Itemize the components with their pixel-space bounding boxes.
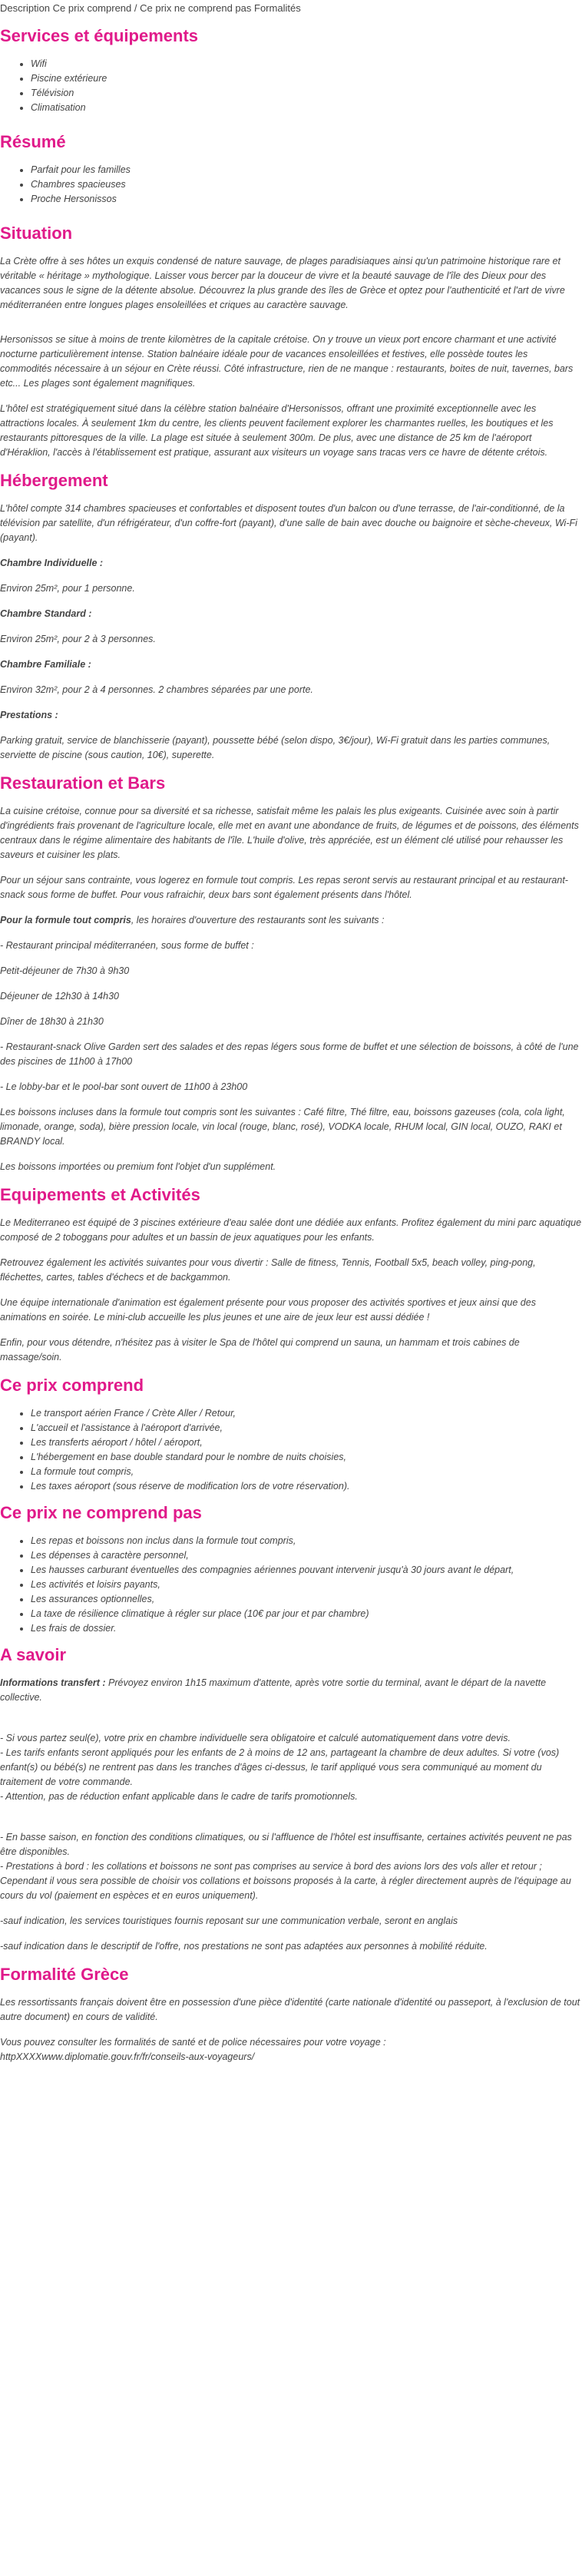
list-item: • L'accueil et l'assistance à l'aéroport d'arrivée, xyxy=(31,1421,582,1435)
list-item: • Les dépenses à caractère personnel, xyxy=(31,1548,582,1563)
restauration-line: Petit-déjeuner de 7h30 à 9h30 xyxy=(0,965,130,976)
prestations-label: Prestations : xyxy=(0,710,58,720)
restauration-line: Dîner de 18h30 à 21h30 xyxy=(0,1016,104,1027)
restauration-hours-intro xyxy=(0,913,582,928)
hebergement-title: Hébergement xyxy=(0,471,108,490)
list-item: • Les taxes aéroport (sous réserve de modification lors de votre réservation). xyxy=(31,1479,582,1494)
resume-title: Résumé xyxy=(0,132,66,151)
room-type-text: Environ 32m², pour 2 à 4 personnes. 2 chambres séparées par une porte. xyxy=(0,684,313,695)
formalite-title: Formalité Grèce xyxy=(0,1965,129,1984)
list-item: • Climatisation xyxy=(31,101,582,115)
restauration-paragraph: Pour un séjour sans contrainte, vous logerez en formule tout compris. Les repas seront servis au restaurant principal et au restaurant-snack sous forme de buffet. Pour vous rafraichir, deux bars sont également présents dans l'hôtel. xyxy=(0,875,568,900)
formalite-text: Vous pouvez consulter les formalités de santé et de police nécessaires pour votre voyage : xyxy=(0,2037,386,2048)
list-item: • Wifi xyxy=(31,57,582,71)
equipements-paragraph: Le Mediterraneo est équipé de 3 piscines extérieure d'eau salée dont une dédiée aux enfants. Profitez également du mini parc aquatique composé de 2 toboggans pour adultes et un bassin de jeux aquatiques pour les enfants. xyxy=(0,1217,582,1243)
ne-comprend-title: Ce prix ne comprend pas xyxy=(0,1503,202,1522)
room-type-label: Chambre Familiale : xyxy=(0,659,91,670)
list-item: • L'hébergement en base double standard pour le nombre de nuits choisies, xyxy=(31,1450,582,1465)
tab-separator: / xyxy=(134,2,137,14)
situation-paragraph: La Crète offre à ses hôtes un exquis condensé de nature sauvage, de plages paradisiaques ainsi qu'un patrimoine historique rare et véritable « héritage » mythologique. Laisser vous bercer par la douceur de vivre et la beauté sauvage de l'île des Dieux pour des vacances sous le signe de la détente absolue. Découvrez la plus grande des îles de Grèce et optez pour l'authenticité et l'art de vivre méditerranéen entre longues plages ensoleillées et criques au caractère sauvage. xyxy=(0,256,565,310)
list-item: • Le transport aérien France / Crète Aller / Retour, xyxy=(31,1406,582,1421)
equipements-paragraph: Enfin, pour vous détendre, n'hésitez pas à visiter le Spa de l'hôtel qui comprend un sauna, un hammam et trois cabines de massage/soin. xyxy=(0,1337,520,1362)
tab-bar xyxy=(0,2,582,15)
list-item: • Chambres spacieuses xyxy=(31,177,582,192)
list-item: • Piscine extérieure xyxy=(31,71,582,86)
list-item: • Proche Hersonissos xyxy=(31,192,582,207)
list-item: • La taxe de résilience climatique à régler sur place (10€ par jour et par chambre) xyxy=(31,1607,582,1621)
room-type-text: Environ 25m², pour 1 personne. xyxy=(0,583,135,594)
equipements-paragraph: Retrouvez également les activités suivantes pour vous divertir : Salle de fitness, Tennis, Football 5x5, beach volley, ping-pong, fléchettes, cartes, tables d'échecs et de backgammon. xyxy=(0,1257,536,1283)
formalite-links xyxy=(0,2035,582,2064)
equipements-paragraph: Une équipe internationale d'animation est également présente pour vous proposer des activités sportives et jeux ainsi que des animations en soirée. Le mini-club accueille les plus jeunes et une aire de jeux leur est aussi dédiée ! xyxy=(0,1297,536,1323)
room-type-label: Chambre Standard : xyxy=(0,608,92,619)
tab-ce-prix-comprend[interactable]: Ce prix comprend xyxy=(52,2,132,14)
restauration-line: - Restaurant principal méditerranéen, sous forme de buffet : xyxy=(0,940,254,951)
list-item: • Télévision xyxy=(31,86,582,101)
list-item: • La formule tout compris, xyxy=(31,1465,582,1479)
services-list xyxy=(0,57,582,115)
list-item: • Les repas et boissons non inclus dans la formule tout compris, xyxy=(31,1534,582,1548)
situation-paragraph: L'hôtel est stratégiquement situé dans la célèbre station balnéaire d'Hersonissos, offrant une proximité exceptionnelle avec les attractions locales. À seulement 1km du centre, les clients peuvent facilement explorer les charmantes ruelles, les boutiques et les restaurants pittoresques de la ville. La plage est située à seulement 300m. De plus, avec une distance de 25 km de l'aéroport d'Héraklion, l'accès à l'établissement est pratique, assurant aux visiteurs un voyage sans tracas vers ce havre de détente crétois. xyxy=(0,403,554,458)
list-item: • Les transferts aéroport / hôtel / aéroport, xyxy=(31,1435,582,1450)
prestations-text: Parking gratuit, service de blanchisserie (payant), poussette bébé (selon dispo, 3€/jour), Wi-Fi gratuit dans les parties communes, serviette de piscine (sous caution, 10€), superette. xyxy=(0,735,551,760)
restauration-line: Déjeuner de 12h30 à 14h30 xyxy=(0,991,119,1002)
transfert-label: Informations transfert : xyxy=(0,1677,106,1688)
services-title: Services et équipements xyxy=(0,26,199,45)
savoir-line: - Si vous partez seul(e), votre prix en chambre individuelle sera obligatoire et calculé automatiquement dans votre devis. xyxy=(0,1733,511,1743)
list-item: • Les frais de dossier. xyxy=(31,1621,582,1636)
savoir-line: -sauf indication, les services touristiques fournis reposant sur une communication verbale, seront en anglais xyxy=(0,1915,458,1926)
resume-list xyxy=(0,163,582,207)
restauration-paragraph: Les boissons incluses dans la formule tout compris sont les suivantes : Café filtre, Thé filtre, eau, boissons gazeuses (cola, cola light, limonade, orange, soda), bière pression locale, vin local (rouge, blanc, rosé), VODKA locale, RHUM local, GIN local, OUZO, RAKI et BRANDY local. xyxy=(0,1107,565,1147)
savoir-title: A savoir xyxy=(0,1645,67,1664)
comprend-list xyxy=(0,1406,582,1494)
savoir-line: - Attention, pas de réduction enfant applicable dans le cadre de tarifs promotionnels. xyxy=(0,1791,358,1802)
restauration-line: - Restaurant-snack Olive Garden sert des salades et des repas légers sous forme de buffet et une sélection de boissons, à côté de l'une des piscines de 11h00 à 17h00 xyxy=(0,1041,579,1067)
savoir-block xyxy=(0,1830,582,1903)
restauration-line: - Le lobby-bar et le pool-bar sont ouvert de 11h00 à 23h00 xyxy=(0,1081,248,1092)
diplomatie-link[interactable]: httpXXXXwww.diplomatie.gouv.fr/fr/conseils-aux-voyageurs/ xyxy=(0,2051,255,2062)
situation-title: Situation xyxy=(0,223,73,243)
savoir-line: - Les tarifs enfants seront appliqués pour les enfants de 2 à moins de 12 ans, partageant la chambre de deux adultes. Si votre (vos) enfant(s) ou bébé(s) ne rentrent pas dans les tranches d'âges ci-dessus, le tarif appliqué vous sera communiqué au moment du traitement de votre commande. xyxy=(0,1747,560,1787)
restauration-paragraph: Les boissons importées ou premium font l'objet d'un supplément. xyxy=(0,1161,276,1172)
ne-comprend-list xyxy=(0,1534,582,1636)
list-item: • Les activités et loisirs payants, xyxy=(31,1578,582,1592)
list-item: • Parfait pour les familles xyxy=(31,163,582,177)
formule-text: , les horaires d'ouverture des restaurants sont les suivants : xyxy=(131,915,385,925)
transfert-info xyxy=(0,1676,582,1705)
formalite-paragraph: Les ressortissants français doivent être en possession d'une pièce d'identité (carte nationale d'identité ou passeport, à l'exclusion de tout autre document) en cours de validité. xyxy=(0,1997,580,2022)
savoir-block xyxy=(0,1731,582,1804)
list-item: • Les assurances optionnelles, xyxy=(31,1592,582,1607)
room-type-text: Environ 25m², pour 2 à 3 personnes. xyxy=(0,634,156,644)
savoir-line: - Prestations à bord : les collations et boissons ne sont pas comprises au service à bord des avions lors des vols aller et retour ; Cependant il vous sera possible de choisir vos collations et boissons proposés à la carte, à régler directement auprès de l'équipage au cours du vol (paiement en espèces et en euros uniquement). xyxy=(0,1861,571,1901)
transfert-text: Prévoyez environ 1h15 maximum d'attente, après votre sortie du terminal, avant le départ de la navette collective. xyxy=(0,1677,547,1703)
tab-ce-prix-ne-comprend-pas[interactable]: Ce prix ne comprend pas xyxy=(140,2,252,14)
tab-formalites[interactable]: Formalités xyxy=(254,2,301,14)
hebergement-paragraph: L'hôtel compte 314 chambres spacieuses et confortables et disposent toutes d'un balcon ou d'une terrasse, de l'air-conditionné, de la télévision par satellite, d'un réfrigérateur, d'un coffre-fort (payant), d'une salle de bain avec douche ou baignoire et sèche-cheveux, Wi-Fi (payant). xyxy=(0,503,577,543)
comprend-title: Ce prix comprend xyxy=(0,1376,144,1395)
situation-paragraph: Hersonissos se situe à moins de trente kilomètres de la capitale crétoise. On y trouve un vieux port encore charmant et une activité nocturne particulièrement intense. Station balnéaire idéale pour de vacances ensoleillées et festives, elle possède toutes les commodités nécessaire à un séjour en Crète réussi. Côté infrastructure, rien de ne manque : restaurants, boites de nuit, tavernes, bars etc... Les plages sont également magnifiques. xyxy=(0,334,574,389)
list-item: • Les hausses carburant éventuelles des compagnies aériennes pouvant intervenir jusqu'à 30 jours avant le départ, xyxy=(31,1563,582,1578)
room-type-label: Chambre Individuelle : xyxy=(0,558,104,568)
savoir-line: - En basse saison, en fonction des conditions climatiques, ou si l'affluence de l'hôtel est insuffisante, certaines activités peuvent ne pas être disponibles. xyxy=(0,1832,572,1857)
restauration-title: Restauration et Bars xyxy=(0,773,166,793)
formule-label: Pour la formule tout compris xyxy=(0,915,131,925)
restauration-paragraph: La cuisine crétoise, connue pour sa diversité et sa richesse, satisfait même les palais les plus exigeants. Cuisinée avec soin à partir d'ingrédients frais provenant de l'agriculture locale, elle met en avant une abondance de fruits, de légumes et de poissons, des éléments centraux dans le régime alimentaire des habitants de l'île. L'huile d'olive, très appréciée, est un élément clé utilisé pour rehausser les saveurs et cuisiner les plats. xyxy=(0,806,579,860)
tab-description[interactable]: Description xyxy=(0,2,51,14)
equipements-title: Equipements et Activités xyxy=(0,1185,200,1204)
savoir-line: -sauf indication dans le descriptif de l'offre, nos prestations ne sont pas adaptées aux personnes à mobilité réduite. xyxy=(0,1941,488,1952)
